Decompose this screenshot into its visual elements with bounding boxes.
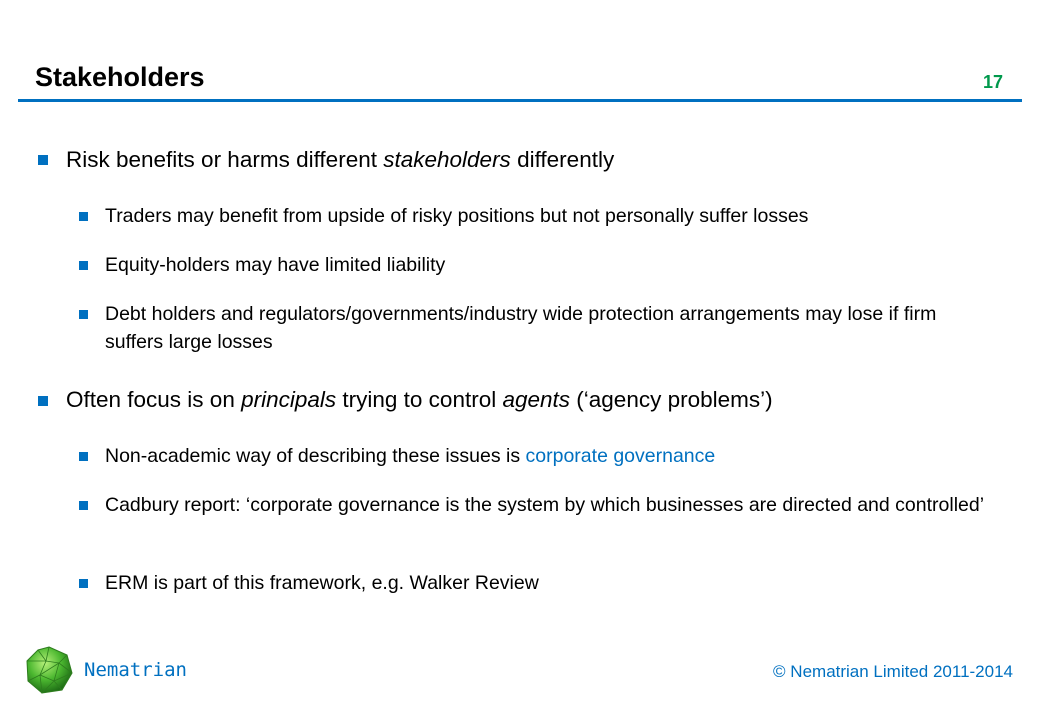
sub-bullet-marker — [79, 310, 88, 319]
sub-bullet-erm: ERM is part of this framework, e.g. Walker Review — [105, 572, 539, 594]
bullet-stakeholders: Risk benefits or harms different stakeholders differently — [66, 147, 615, 172]
sub-bullet-marker — [79, 579, 88, 588]
nematrian-logo-icon — [24, 645, 74, 695]
sub-bullet-corporate-governance: Non-academic way of describing these issues is corporate governance — [105, 445, 716, 467]
corporate-governance-link[interactable]: corporate governance — [525, 445, 716, 467]
copyright-notice: © Nematrian Limited 2011-2014 — [773, 662, 1013, 681]
title-divider — [18, 99, 1022, 102]
brand-name: Nematrian — [84, 659, 187, 681]
sub-bullet-equity-holders: Equity-holders may have limited liability — [105, 254, 446, 276]
slide-title: Stakeholders — [35, 62, 205, 92]
bullet-marker — [38, 155, 48, 165]
bullet-marker — [38, 396, 48, 406]
sub-bullet-marker — [79, 261, 88, 270]
sub-bullet-debt-holders: Debt holders and regulators/governments/industry wide protection arrangements may lose if firm suffers large losses — [105, 303, 937, 353]
sub-bullet-cadbury-report: Cadbury report: ‘corporate governance is the system by which businesses are directed and controlled’ — [105, 494, 985, 516]
bullet-principals-agents: Often focus is on principals trying to control agents (‘agency problems’) — [66, 387, 773, 412]
sub-bullet-traders: Traders may benefit from upside of risky positions but not personally suffer losses — [105, 205, 809, 227]
sub-bullet-marker — [79, 212, 88, 221]
sub-bullet-marker — [79, 452, 88, 461]
page-number: 17 — [982, 72, 1003, 92]
sub-bullet-marker — [79, 501, 88, 510]
